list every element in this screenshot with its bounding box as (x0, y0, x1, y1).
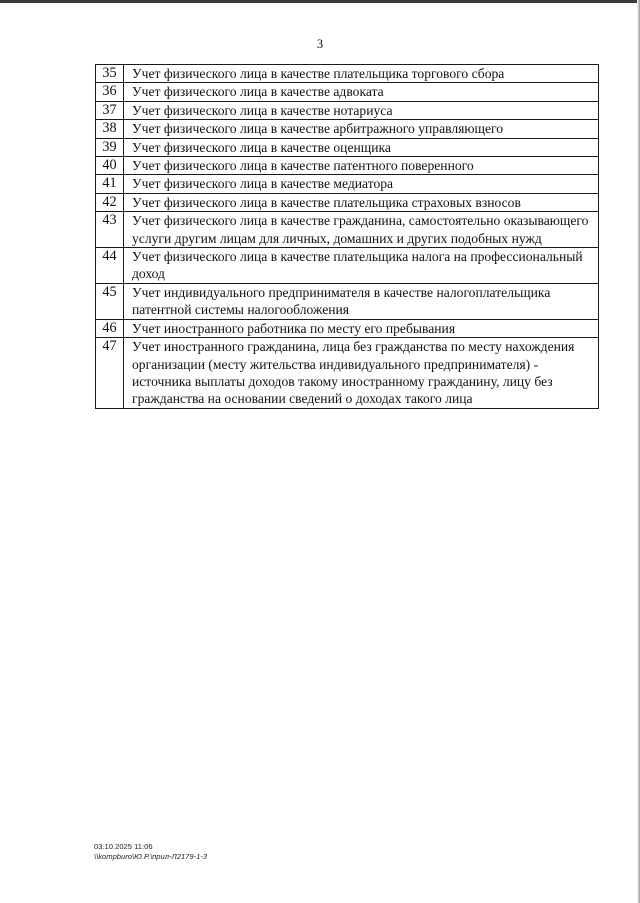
table-row (96, 157, 599, 175)
table-row (96, 193, 599, 211)
row-description: Учет физического лица в качестве медиатора (124, 175, 599, 193)
footer-file-path: \\kompburo\Ю.Р.\прил-Л2179-1-3 (94, 852, 208, 861)
row-number: 44 (96, 248, 124, 284)
table-row (96, 120, 599, 138)
table-row (96, 101, 599, 119)
row-description: Учет иностранного работника по месту его пребывания (124, 319, 599, 337)
row-number: 45 (96, 283, 124, 319)
table-row (96, 248, 599, 284)
registration-types-table (95, 64, 599, 409)
table-row (96, 319, 599, 337)
table-row (96, 138, 599, 156)
row-description: Учет физического лица в качестве нотариуса (124, 101, 599, 119)
row-number: 35 (96, 65, 124, 83)
row-description: Учет физического лица в качестве плательщика торгового сбора (124, 65, 599, 83)
row-description: Учет физического лица в качестве арбитражного управляющего (124, 120, 599, 138)
row-description: Учет иностранного гражданина, лица без гражданства по месту нахождения организации (месту жительства индивидуального предпринимателя) - источника выплаты доходов такому иностранному гражданину, лицу без гражданства на основании сведений о доходах такого лица (124, 338, 599, 409)
row-number: 46 (96, 319, 124, 337)
table-row (96, 83, 599, 101)
row-number: 38 (96, 120, 124, 138)
row-number: 37 (96, 101, 124, 119)
row-number: 41 (96, 175, 124, 193)
row-description: Учет физического лица в качестве адвоката (124, 83, 599, 101)
scan-edge-top (0, 0, 640, 3)
row-description: Учет физического лица в качестве плательщика страховых взносов (124, 193, 599, 211)
row-number: 39 (96, 138, 124, 156)
row-number: 40 (96, 157, 124, 175)
row-description: Учет физического лица в качестве гражданина, самостоятельно оказывающего услуги другим лицам для личных, домашних и других подобных нужд (124, 212, 599, 248)
table-row (96, 65, 599, 83)
document-footer (94, 842, 207, 862)
row-number: 42 (96, 193, 124, 211)
row-number: 47 (96, 338, 124, 409)
table-row (96, 175, 599, 193)
row-description: Учет индивидуального предпринимателя в качестве налогоплательщика патентной системы налогообложения (124, 283, 599, 319)
table-body (96, 65, 599, 409)
row-description: Учет физического лица в качестве плательщика налога на профессиональный доход (124, 248, 599, 284)
row-description: Учет физического лица в качестве оценщика (124, 138, 599, 156)
row-number: 36 (96, 83, 124, 101)
row-description: Учет физического лица в качестве патентного поверенного (124, 157, 599, 175)
footer-datetime: 03.10.2025 11:06 (94, 842, 153, 851)
table-row (96, 212, 599, 248)
table-row (96, 338, 599, 409)
page-number: 3 (316, 37, 324, 51)
table-row (96, 283, 599, 319)
row-number: 43 (96, 212, 124, 248)
